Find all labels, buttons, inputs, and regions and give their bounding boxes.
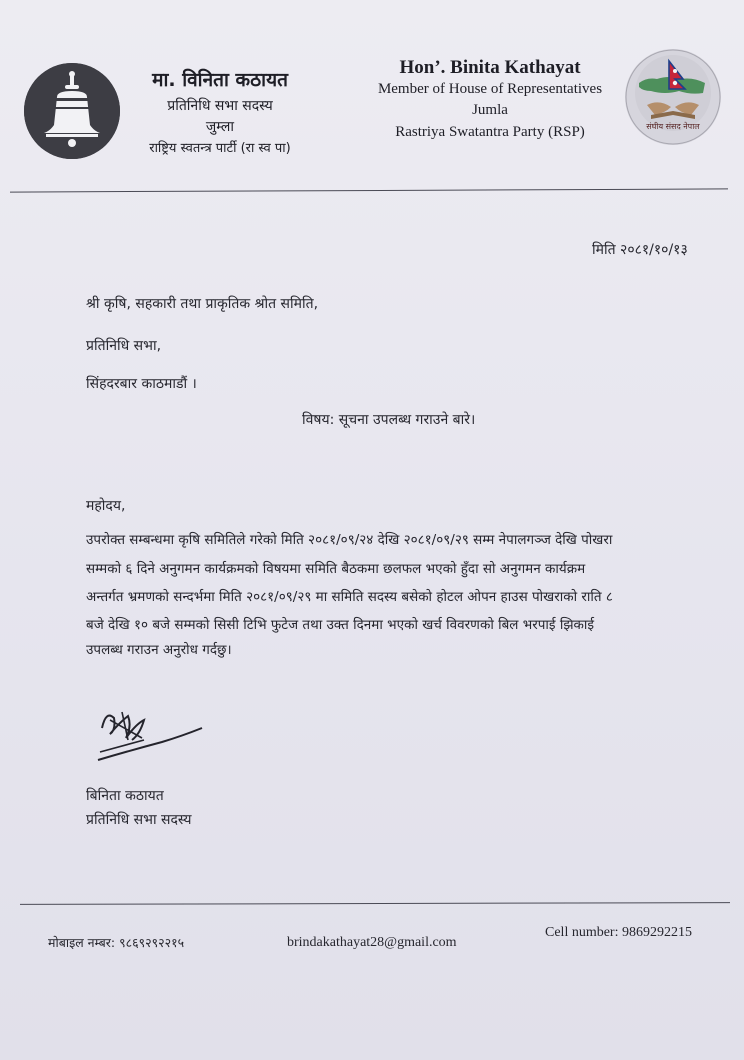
- body-line: सम्मको ६ दिने अनुगमन कार्यक्रमको विषयमा समिति बैठकमा छलफल भएको हुँदा सो अनुगमन कार्यक्रम: [86, 561, 586, 577]
- header-district-en: Jumla: [472, 102, 508, 118]
- signer-title: प्रतिनिधि सभा सदस्य: [86, 812, 192, 828]
- handwritten-signature: [92, 700, 212, 770]
- footer-divider: [20, 902, 730, 905]
- header-party-en: Rastriya Swatantra Party (RSP): [395, 124, 585, 140]
- footer-mobile: मोबाइल नम्बर: ९८६९२९२२१५: [48, 935, 185, 950]
- body-line: उपलब्ध गराउन अनुरोध गर्दछु।: [86, 642, 232, 658]
- bell-icon: [24, 63, 120, 159]
- nepal-parliament-emblem-icon: [625, 49, 721, 145]
- letter-date: मिति २०८१/१०/१३: [592, 242, 688, 258]
- footer-cell: Cell number: 9869292215: [545, 925, 692, 940]
- body-line: अन्तर्गत भ्रमणको सन्दर्भमा मिति २०८१/०९/२९ मा समिति सदस्य बसेको होटल ओपन हाउस पोखराको राति ८: [86, 589, 613, 605]
- header-divider: [10, 188, 728, 192]
- header-title-en: Member of House of Representatives: [377, 81, 603, 97]
- header-party-np: राष्ट्रिय स्वतन्त्र पार्टी (रा स्व पा): [149, 141, 291, 156]
- recipient-line: सिंहदरबार काठमाडौं ।: [86, 376, 197, 392]
- signer-name: बिनिता कठायत: [86, 788, 164, 804]
- header-title-np: प्रतिनिधि सभा सदस्य: [167, 98, 273, 114]
- body-line: उपरोक्त सम्बन्धमा कृषि समितिले गरेको मिति २०८१/०९/२४ देखि २०८१/०९/२९ सम्म नेपालगञ्ज देखि पोखरा: [86, 532, 613, 548]
- recipient-line: प्रतिनिधि सभा,: [86, 338, 162, 354]
- footer-email: brindakathayat28@gmail.com: [287, 935, 457, 950]
- body-line: बजे देखि १० बजे सम्मको सिसी टिभि फुटेज तथा उक्त दिनमा भएको खर्च विवरणको बिल भरपाई झिकाई: [86, 617, 595, 633]
- header-name-np: मा. विनिता कठायत: [152, 69, 288, 91]
- salutation: महोदय,: [86, 498, 126, 514]
- header-name-en: Hon’. Binita Kathayat: [399, 57, 581, 78]
- recipient-line: श्री कृषि, सहकारी तथा प्राकृतिक श्रोत समिति,: [86, 296, 319, 312]
- header-district-np: जुम्ला: [205, 119, 235, 135]
- letter-subject: विषय: सूचना उपलब्ध गराउने बारे।: [302, 412, 476, 428]
- emblem-caption: संघीय संसद नेपाल: [646, 122, 700, 131]
